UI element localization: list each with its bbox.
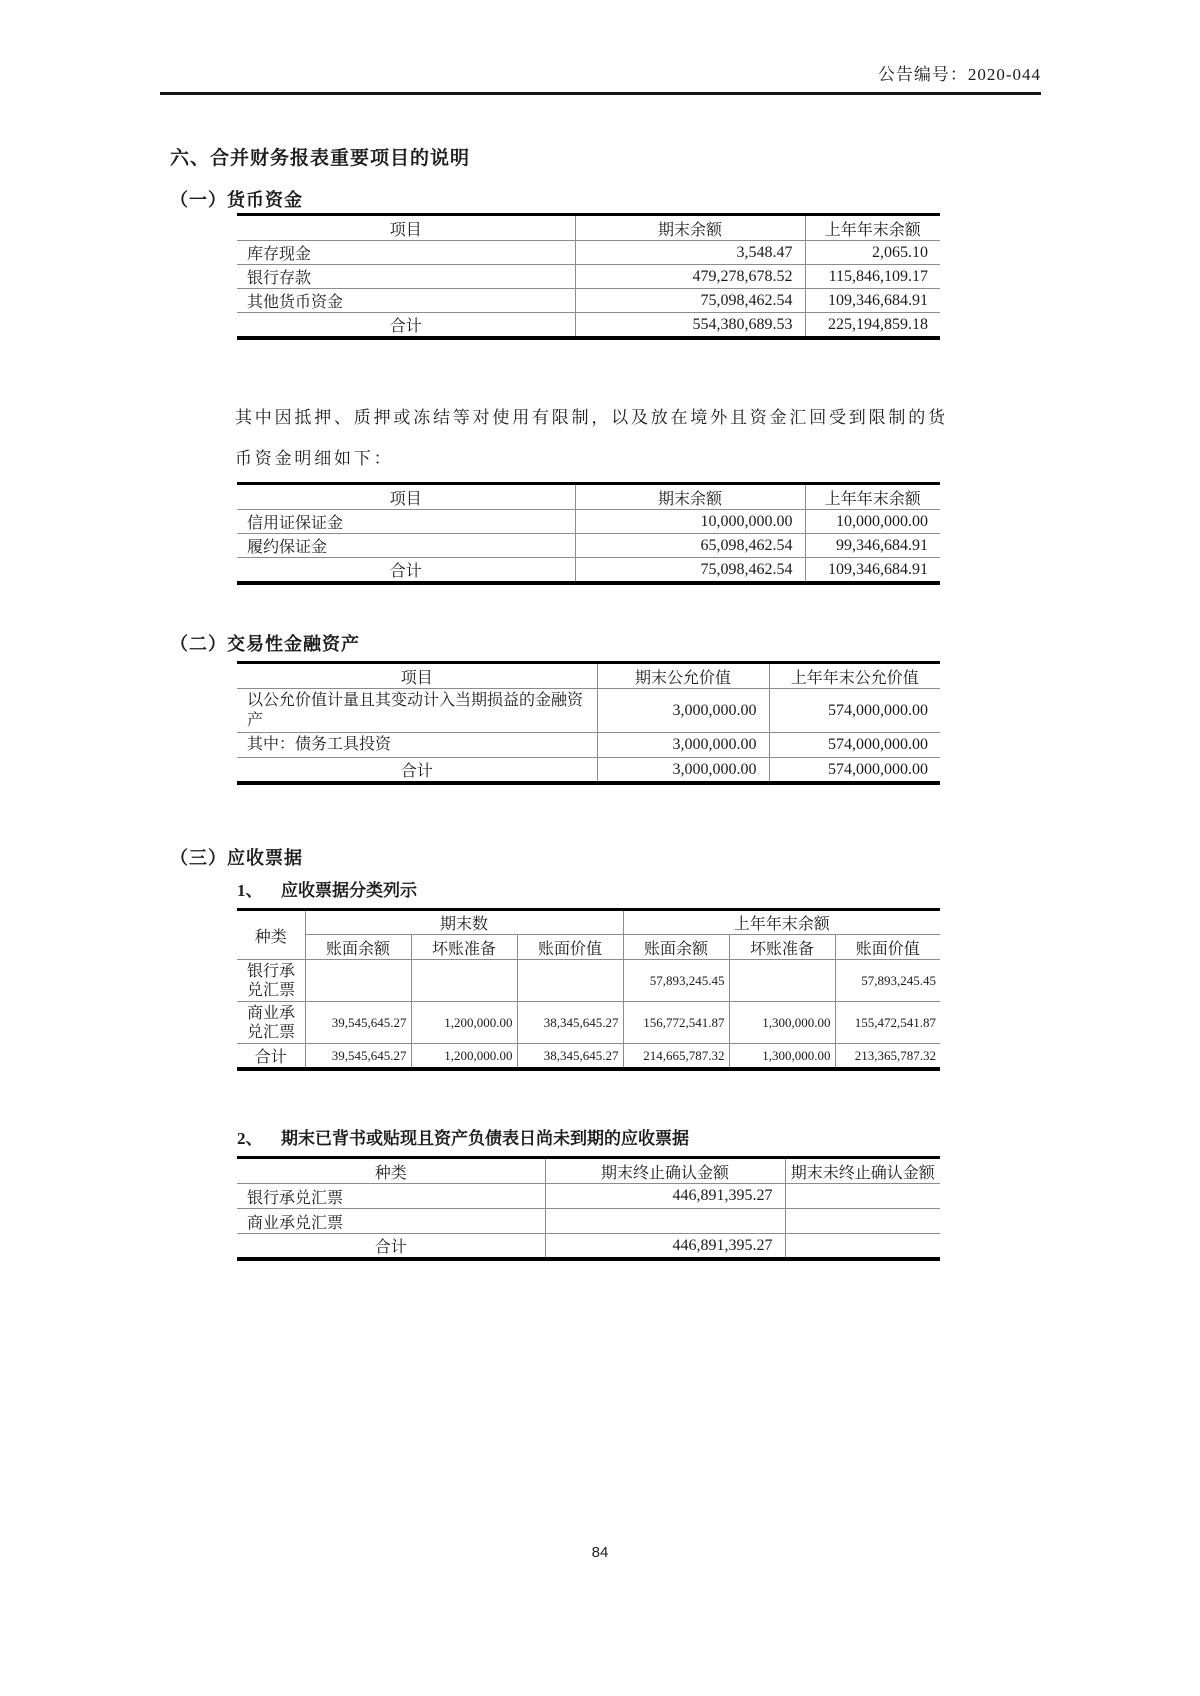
cell-label: 履约保证金 xyxy=(237,534,575,558)
cell-value xyxy=(729,960,835,1002)
subheader-book-value: 账面价值 xyxy=(517,935,623,960)
cell-value: 3,000,000.00 xyxy=(597,758,769,784)
main-title: 六、合并财务报表重要项目的说明 xyxy=(170,148,471,169)
cell-value: 39,545,645.27 xyxy=(305,1002,411,1044)
page-number: 84 xyxy=(591,1544,609,1561)
section-2-title: （二）交易性金融资产 xyxy=(170,634,360,654)
cell-value: 155,472,541.87 xyxy=(835,1002,940,1044)
cell-label: 其他货币资金 xyxy=(237,289,575,313)
cell-value: 3,548.47 xyxy=(575,241,805,265)
cell-value: 3,000,000.00 xyxy=(597,733,769,758)
cell-value: 213,365,787.32 xyxy=(835,1044,940,1070)
cell-value: 574,000,000.00 xyxy=(769,733,940,758)
col-header-prior: 上年年末余额 xyxy=(805,484,940,510)
header-rule xyxy=(160,92,1041,95)
table-header-row xyxy=(237,663,940,689)
subheader-book-balance: 账面余额 xyxy=(305,935,411,960)
cell-value: 57,893,245.45 xyxy=(835,960,940,1002)
col-header-item: 项目 xyxy=(237,663,597,689)
cell-value xyxy=(545,1209,785,1234)
cell-value: 3,000,000.00 xyxy=(597,689,769,733)
cell-value xyxy=(785,1234,940,1260)
cell-value: 75,098,462.54 xyxy=(575,289,805,313)
table-header-row xyxy=(237,1158,940,1184)
cell-label: 其中：债务工具投资 xyxy=(237,733,597,758)
subheader-book-value: 账面价值 xyxy=(835,935,940,960)
col-header-not-derecognized: 期末未终止确认金额 xyxy=(785,1158,940,1184)
col-header-derecognized: 期末终止确认金额 xyxy=(545,1158,785,1184)
section-1-title: （一）货币资金 xyxy=(170,190,303,210)
cell-value xyxy=(305,960,411,1002)
cell-label: 商业承兑汇票 xyxy=(237,1002,305,1044)
col-header-item: 项目 xyxy=(237,215,575,241)
table-row xyxy=(237,960,940,1002)
group-header-prior: 上年年末余额 xyxy=(623,910,940,935)
col-header-ending: 期末余额 xyxy=(575,484,805,510)
cell-total-label: 合计 xyxy=(237,758,597,784)
subheader-book-balance: 账面余额 xyxy=(623,935,729,960)
cell-value: 109,346,684.91 xyxy=(805,289,940,313)
cell-label: 商业承兑汇票 xyxy=(237,1209,545,1234)
cell-value xyxy=(411,960,517,1002)
table-group-header-row xyxy=(237,910,940,935)
table-row xyxy=(237,510,940,534)
cell-value: 75,098,462.54 xyxy=(575,558,805,584)
cell-value: 446,891,395.27 xyxy=(545,1184,785,1209)
subsection-1-title: 应收票据分类列示 xyxy=(281,881,417,900)
subheader-bad-debt: 坏账准备 xyxy=(411,935,517,960)
trading-financial-assets-table xyxy=(237,661,940,785)
cell-total-label: 合计 xyxy=(237,313,575,339)
cell-value: 38,345,645.27 xyxy=(517,1044,623,1070)
group-header-ending: 期末数 xyxy=(305,910,623,935)
table-header-row xyxy=(237,484,940,510)
cell-label: 银行承兑汇票 xyxy=(237,960,305,1002)
col-header-ending: 期末余额 xyxy=(575,215,805,241)
subsection-1-heading xyxy=(237,879,1041,903)
cell-label: 银行承兑汇票 xyxy=(237,1184,545,1209)
cell-value: 1,200,000.00 xyxy=(411,1044,517,1070)
cell-value xyxy=(517,960,623,1002)
cell-value: 156,772,541.87 xyxy=(623,1002,729,1044)
col-header-prior: 上年年末余额 xyxy=(805,215,940,241)
cell-total-label: 合计 xyxy=(237,1234,545,1260)
cell-value: 99,346,684.91 xyxy=(805,534,940,558)
cell-value: 446,891,395.27 xyxy=(545,1234,785,1260)
cell-value xyxy=(785,1184,940,1209)
cell-value: 554,380,689.53 xyxy=(575,313,805,339)
endorsed-notes-table xyxy=(237,1156,940,1261)
table-row xyxy=(237,733,940,758)
table-subheader-row xyxy=(237,935,940,960)
restricted-funds-table xyxy=(237,482,940,585)
subsection-2-title: 期末已背书或贴现且资产负债表日尚未到期的应收票据 xyxy=(281,1129,689,1148)
cell-value: 10,000,000.00 xyxy=(805,510,940,534)
table-row xyxy=(237,1184,940,1209)
table-total-row xyxy=(237,558,940,584)
cell-value: 1,300,000.00 xyxy=(729,1002,835,1044)
cell-label: 银行存款 xyxy=(237,265,575,289)
notes-receivable-classification-table xyxy=(237,908,940,1071)
cell-value: 1,200,000.00 xyxy=(411,1002,517,1044)
table-row xyxy=(237,241,940,265)
cell-value: 574,000,000.00 xyxy=(769,758,940,784)
cell-value: 1,300,000.00 xyxy=(729,1044,835,1070)
cell-value xyxy=(785,1209,940,1234)
col-header-category: 种类 xyxy=(237,1158,545,1184)
table-header-row xyxy=(237,215,940,241)
monetary-funds-table xyxy=(237,213,940,340)
subsection-2-heading xyxy=(237,1127,1041,1151)
col-header-fair-value-ending: 期末公允价值 xyxy=(597,663,769,689)
subsection-2-number: 2、 xyxy=(237,1129,263,1148)
table-total-row xyxy=(237,313,940,339)
restricted-funds-note xyxy=(170,397,1041,479)
cell-label: 信用证保证金 xyxy=(237,510,575,534)
section-3-title: （三）应收票据 xyxy=(170,848,303,868)
cell-value: 225,194,859.18 xyxy=(805,313,940,339)
cell-value: 2,065.10 xyxy=(805,241,940,265)
cell-value: 65,098,462.54 xyxy=(575,534,805,558)
table-total-row xyxy=(237,758,940,784)
cell-value: 574,000,000.00 xyxy=(769,689,940,733)
cell-value: 115,846,109.17 xyxy=(805,265,940,289)
note-line-1: 其中因抵押、质押或冻结等对使用有限制，以及放在境外且资金汇回受到限制的货 xyxy=(235,408,948,427)
cell-label: 库存现金 xyxy=(237,241,575,265)
table-row xyxy=(237,1002,940,1044)
table-row xyxy=(237,534,940,558)
cell-total-label: 合计 xyxy=(237,558,575,584)
announcement-number: 公告编号：2020-044 xyxy=(877,65,1041,84)
table-row xyxy=(237,689,940,733)
cell-value: 214,665,787.32 xyxy=(623,1044,729,1070)
cell-label: 以公允价值计量且其变动计入当期损益的金融资产 xyxy=(237,689,597,733)
col-header-category: 种类 xyxy=(237,910,305,960)
col-header-fair-value-prior: 上年年末公允价值 xyxy=(769,663,940,689)
cell-value: 479,278,678.52 xyxy=(575,265,805,289)
note-line-2: 币资金明细如下： xyxy=(235,449,394,468)
cell-value: 10,000,000.00 xyxy=(575,510,805,534)
table-row xyxy=(237,265,940,289)
col-header-item: 项目 xyxy=(237,484,575,510)
document-content xyxy=(170,146,1041,1261)
cell-value: 38,345,645.27 xyxy=(517,1002,623,1044)
cell-value: 109,346,684.91 xyxy=(805,558,940,584)
table-row xyxy=(237,1209,940,1234)
subheader-bad-debt: 坏账准备 xyxy=(729,935,835,960)
table-row xyxy=(237,289,940,313)
cell-value: 39,545,645.27 xyxy=(305,1044,411,1070)
table-total-row xyxy=(237,1044,940,1070)
subsection-1-number: 1、 xyxy=(237,881,263,900)
table-total-row xyxy=(237,1234,940,1260)
cell-total-label: 合计 xyxy=(237,1044,305,1070)
cell-value: 57,893,245.45 xyxy=(623,960,729,1002)
